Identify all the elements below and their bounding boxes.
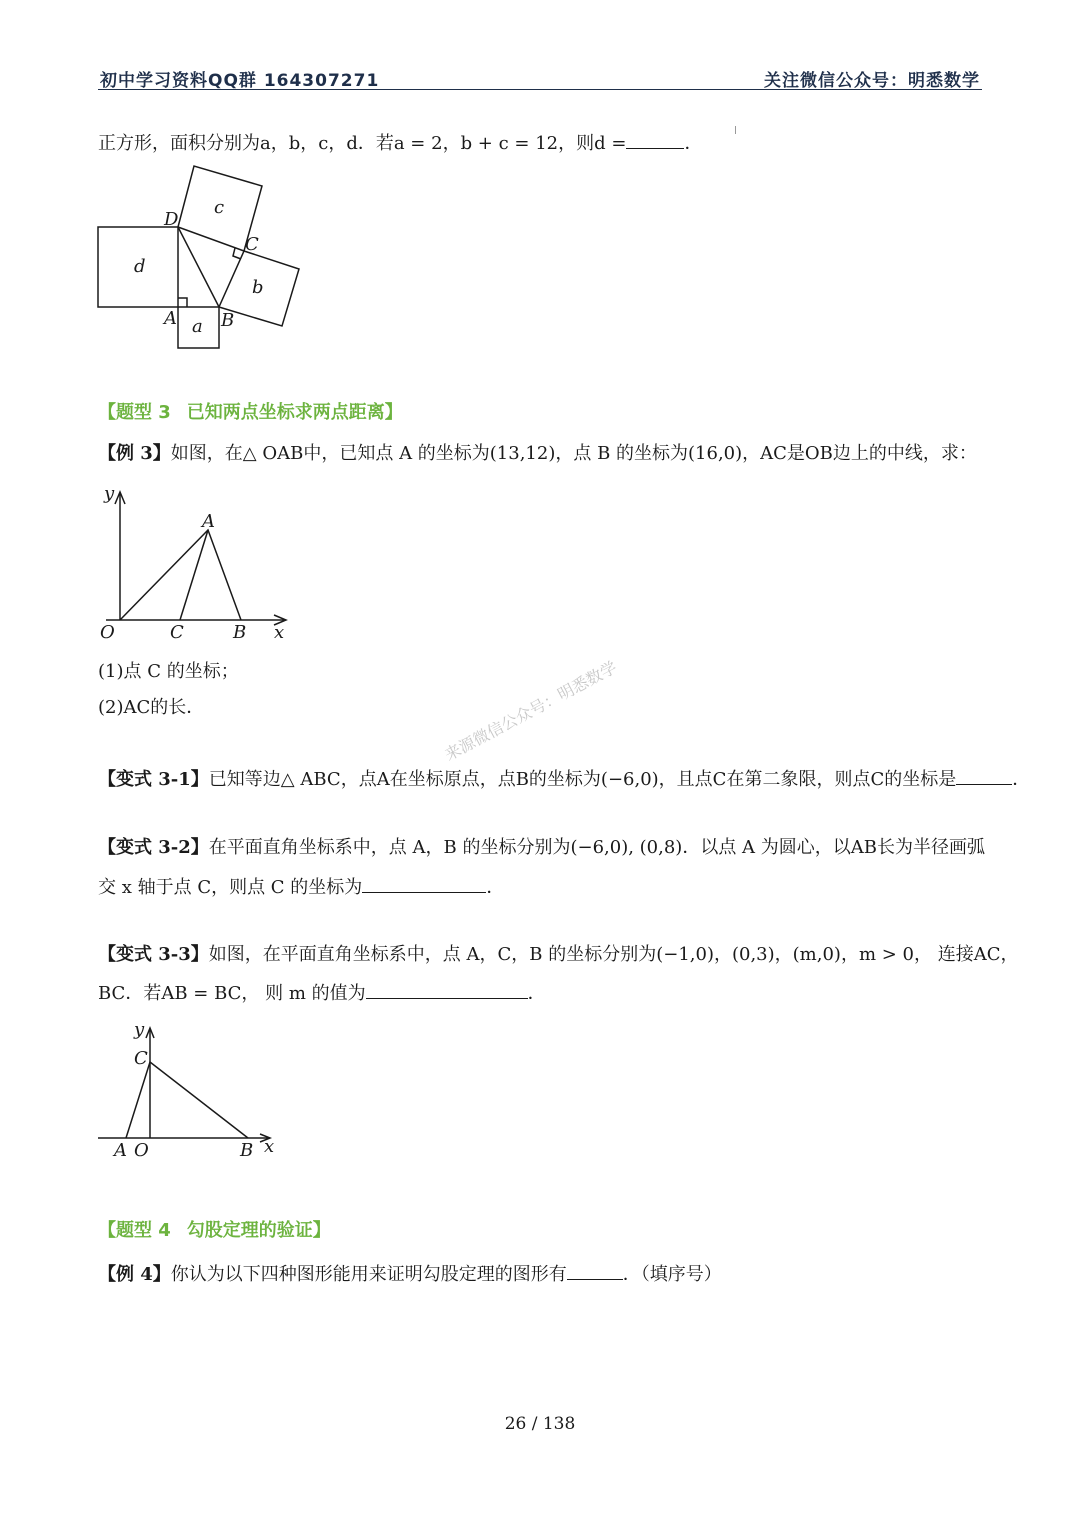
answer-blank (956, 766, 1012, 785)
triangle-acb (126, 1062, 248, 1138)
fig2-label-x: x (274, 622, 285, 643)
fig3-label-O: O (134, 1140, 149, 1161)
triangle-acb-figure (96, 1016, 286, 1162)
squares-figure (96, 164, 306, 352)
example-3-part-1: (1)点 C 的坐标； (98, 661, 239, 682)
variant-3-2-text-1: 在平面直角坐标系中，点 A，B 的坐标分别为(−6,0), (0,8)．以点 A 为圆心，以AB长为半径画弧 (208, 837, 985, 858)
label-B: B (221, 310, 235, 331)
section-3-heading (98, 398, 403, 424)
fig3-label-B: B (240, 1140, 254, 1161)
example-3-text: 如图，在△ OAB中，已知点 A 的坐标为(13,12)，点 B 的坐标为(16,0)，AC是OB边上的中线，求： (170, 443, 977, 464)
label-c: c (214, 197, 225, 218)
fig3-label-y: y (134, 1019, 145, 1040)
answer-blank (362, 874, 486, 893)
variant-3-1-tag: 【变式 3-1】 (98, 769, 209, 790)
triangle-oab (120, 530, 241, 620)
fig3-label-x: x (264, 1136, 275, 1157)
example-3-line (98, 442, 977, 466)
label-a: a (192, 316, 203, 337)
fig2-label-B: B (233, 622, 247, 643)
fig3-label-C: C (134, 1048, 148, 1069)
fig2-label-A: A (202, 511, 215, 532)
variant-3-3-end: ． (527, 983, 546, 1004)
header-rule (98, 89, 982, 90)
variant-3-2-end: ． (486, 877, 505, 898)
triangle-oab-figure (98, 480, 298, 646)
fig2-label-y: y (104, 483, 115, 504)
answer-blank (626, 130, 684, 149)
fig2-label-C: C (170, 622, 184, 643)
variant-3-2-line-2 (98, 874, 504, 900)
section-3-title: 已知两点坐标求两点距离】 (186, 402, 403, 423)
example-4-text: 你认为以下四种图形能用来证明勾股定理的图形有 (170, 1264, 567, 1285)
problem-top-text: 正方形，面积分别为a，b，c，d．若a = 2，b + c = 12，则d = (98, 133, 627, 154)
watermark: 来源微信公众号：明悉数学 (441, 657, 620, 765)
label-d: d (134, 256, 146, 277)
problem-top-end: ． (684, 133, 703, 154)
variant-3-3-line-2 (98, 980, 546, 1006)
variant-3-1-text: 已知等边△ ABC，点A在坐标原点，点B的坐标为(−6,0)，且点C在第二象限，则点C的坐标是 (208, 769, 957, 790)
example-3-part-2: (2)AC的长． (98, 697, 205, 718)
variant-3-1-end: ． (1012, 769, 1031, 790)
variant-3-3-text-1: 如图，在平面直角坐标系中，点 A，C，B 的坐标分别为(−1,0)，(0,3)，(m,0)，m > 0， 连接AC， (208, 944, 1019, 965)
margin-tick (735, 126, 736, 134)
header-left-text: 初中学习资料QQ群 164307271 (100, 71, 380, 91)
section-4-title: 勾股定理的验证】 (186, 1220, 331, 1241)
label-A: A (164, 308, 177, 329)
section-4-number: 【题型 4 (98, 1220, 171, 1241)
header-right-text: 关注微信公众号：明悉数学 (764, 71, 980, 91)
label-D: D (164, 209, 179, 230)
variant-3-2-line-1 (98, 836, 985, 860)
answer-blank (567, 1261, 623, 1280)
example-3-tag: 【例 3】 (98, 443, 171, 464)
right-angle-mark-a (178, 298, 187, 307)
variant-3-1-line (98, 766, 1030, 792)
label-b: b (252, 277, 264, 298)
variant-3-2-tag: 【变式 3-2】 (98, 837, 209, 858)
variant-3-3-text-2: BC．若AB = BC， 则 m 的值为 (98, 983, 366, 1004)
page-number: 26 / 138 (504, 1414, 576, 1434)
problem-top-line (98, 130, 702, 156)
section-3-number: 【题型 3 (98, 402, 171, 423)
answer-blank (366, 980, 528, 999)
variant-3-2-text-2: 交 x 轴于点 C，则点 C 的坐标为 (98, 877, 363, 898)
fig3-label-A: A (114, 1140, 127, 1161)
label-C: C (245, 234, 259, 255)
fig2-label-O: O (100, 622, 115, 643)
example-4-end: ．（填序号） (622, 1264, 722, 1285)
variant-3-3-tag: 【变式 3-3】 (98, 944, 209, 965)
variant-3-3-line-1 (98, 943, 1019, 967)
example-4-line (98, 1261, 722, 1287)
example-4-tag: 【例 4】 (98, 1264, 171, 1285)
section-4-heading (98, 1216, 331, 1242)
